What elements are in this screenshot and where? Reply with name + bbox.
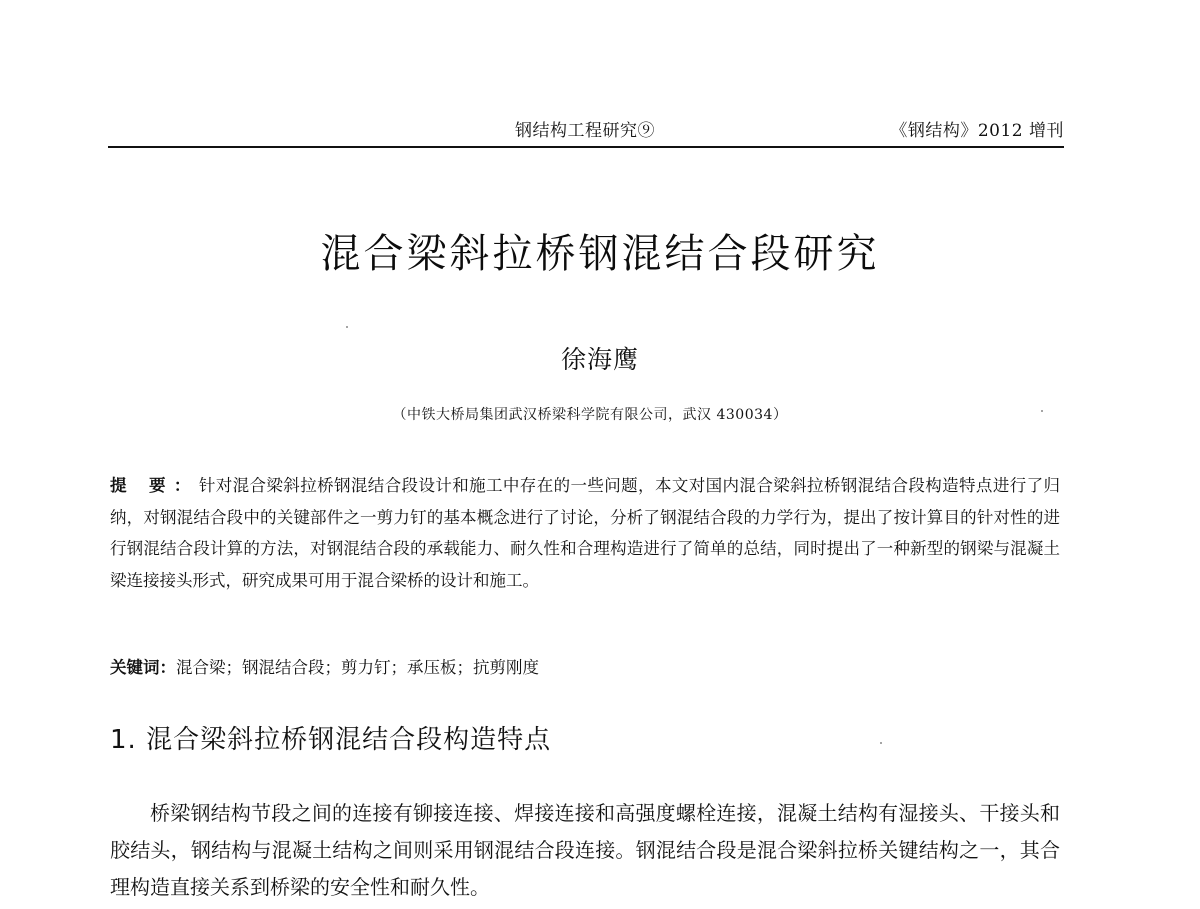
keywords-text: 混合梁；钢混结合段；剪力钉；承压板；抗剪刚度	[176, 658, 539, 677]
author-name: 徐海鹰	[560, 345, 639, 374]
abstract-label: 提 要：	[110, 476, 199, 495]
journal-issue-label: 《钢结构》2012 增刊	[890, 121, 1064, 141]
keywords	[110, 654, 1060, 682]
keywords-label: 关键词：	[110, 658, 176, 677]
journal-series-label: 钢结构工程研究⑨	[515, 121, 655, 141]
paper-title: 混合梁斜拉桥钢混结合段研究	[320, 231, 880, 277]
body-paragraph: 桥梁钢结构节段之间的连接有铆接连接、焊接连接和高强度螺栓连接，混凝土结构有湿接头、干接头和胶结头，钢结构与混凝土结构之间则采用钢混结合段连接。钢混结合段是混合梁斜拉桥关键结构之一，其合理构造直接关系到桥梁的安全性和耐久性。	[110, 801, 1060, 899]
scan-speck	[1041, 410, 1043, 412]
scan-speck	[880, 742, 882, 744]
author-affiliation: （中铁大桥局集团武汉桥梁科学院有限公司，武汉 430034）	[392, 407, 788, 423]
scan-speck	[346, 326, 348, 328]
section-heading: 1. 混合梁斜拉桥钢混结合段构造特点	[110, 725, 552, 755]
abstract-text: 针对混合梁斜拉桥钢混结合段设计和施工中存在的一些问题，本文对国内混合梁斜拉桥钢混结合段构造特点进行了归纳，对钢混结合段中的关键部件之一剪力钉的基本概念进行了讨论，分析了钢混结合段的力学行为，提出了按计算目的针对性的进行钢混结合段计算的方法，对钢混结合段的承载能力、耐久性和合理构造进行了简单的总结，同时提出了一种新型的钢梁与混凝土梁连接接头形式，研究成果可用于混合梁桥的设计和施工。	[110, 476, 1061, 590]
running-header	[108, 112, 1064, 148]
abstract	[110, 470, 1060, 596]
